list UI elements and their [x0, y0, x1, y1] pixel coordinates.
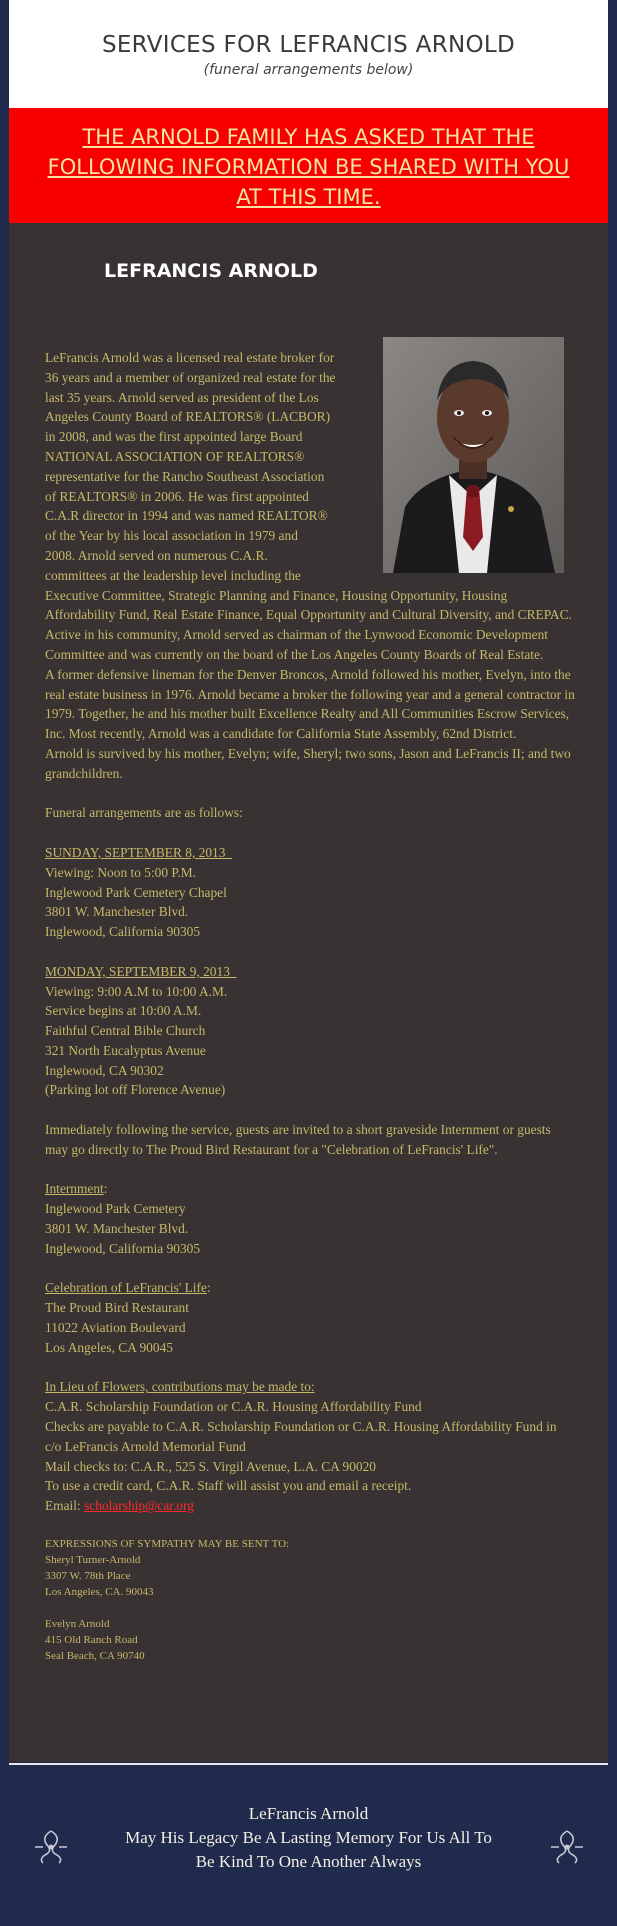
lieu-line: Checks are payable to C.A.R. Scholarship Foundation or C.A.R. Housing Affordability Fund in c/o LeFrancis Arnold Memorial Fund [45, 1419, 557, 1454]
following-text: Immediately following the service, guests are invited to a short graveside Internment or guests may go directly to The Proud Bird Restaurant for a "Celebration of LeFrancis' Life". [45, 1122, 551, 1157]
monday-line: (Parking lot off Florence Avenue) [45, 1082, 226, 1098]
page-frame [9, 0, 608, 1762]
sunday-line: Viewing: Noon to 5:00 P.M. [45, 864, 196, 880]
bio-line: representative for the Rancho Southeast Association [45, 468, 325, 484]
banner-line: THE ARNOLD FAMILY HAS ASKED THAT THE [82, 125, 535, 149]
announcement-banner [9, 108, 608, 223]
footer-line: May His Legacy Be A Lasting Memory For Us All To [125, 1828, 492, 1847]
celebration-line: Los Angeles, CA 90045 [45, 1339, 173, 1355]
internment-label: Internment [45, 1181, 104, 1197]
footer-line: LeFrancis Arnold [248, 1804, 369, 1823]
monday-line: 321 North Eucalyptus Avenue [45, 1042, 206, 1058]
footer-line: Be Kind To One Another Always [195, 1852, 422, 1871]
sympathy-address-line: 3307 W. 78th Place [45, 1569, 131, 1582]
sympathy-address-line: Sheryl Turner-Arnold [45, 1553, 141, 1566]
lieu-line: To use a credit card, C.A.R. Staff will assist you and email a receipt. [45, 1478, 412, 1494]
bio-paragraph-1 [45, 348, 373, 586]
sympathy-title: EXPRESSIONS OF SYMPATHY MAY BE SENT TO: [45, 1537, 290, 1550]
flourish-ornament-left-icon [33, 1827, 69, 1867]
sympathy-address-line: Evelyn Arnold [45, 1617, 110, 1630]
bio-line: of the Year by his local association in 1979 and [45, 528, 298, 544]
page-header [9, 0, 608, 108]
bio-paragraph-1-cont: Executive Committee, Strategic Planning and Finance, Housing Opportunity, Housing Affordability Fund, Real Estate Finance, Equal Opportunity and Cultural Diversity, and CREPAC. Active in his community, Arnold served as chairman of the Lynwood Economic Development Committee and was currently on the board of the Los Angeles County Boards of Real Estate. [45, 587, 572, 662]
sympathy-address-line: 415 Old Ranch Road [45, 1633, 138, 1646]
sunday-line: 3801 W. Manchester Blvd. [45, 904, 189, 920]
banner-line: FOLLOWING INFORMATION BE SHARED WITH YOU [47, 155, 570, 179]
monday-line: Inglewood, CA 90302 [45, 1062, 164, 1078]
sympathy-address-line: Los Angeles, CA. 90043 [45, 1585, 154, 1598]
banner-line: AT THIS TIME. [236, 185, 381, 209]
page-subtitle: (funeral arrangements below) [203, 62, 414, 78]
bio-line: 2008. Arnold served on numerous C.A.R. [45, 547, 268, 563]
bio-line: of REALTORS® in 2006. He was first appointed [45, 488, 309, 504]
bio-line: last 35 years. Arnold served as president of the Los [45, 389, 319, 405]
sunday-line: Inglewood Park Cemetery Chapel [45, 884, 227, 900]
obituary-heading: LEFRANCIS ARNOLD [104, 260, 318, 282]
internment-line: 3801 W. Manchester Blvd. [45, 1221, 189, 1237]
arrangements-intro: Funeral arrangements are as follows: [45, 805, 243, 821]
bio-line: Angeles County Board of REALTORS® (LACBOR) [45, 409, 331, 425]
celebration-line: 11022 Aviation Boulevard [45, 1320, 186, 1336]
monday-line: Service begins at 10:00 A.M. [45, 1003, 202, 1019]
obituary-content [9, 223, 608, 1762]
bio-line: NATIONAL ASSOCIATION OF REALTORS® [45, 448, 305, 464]
monday-line: Faithful Central Bible Church [45, 1023, 206, 1039]
bio-line: committees at the leadership level including the [45, 567, 301, 583]
bio-paragraph-3: Arnold is survived by his mother, Evelyn; wife, Sheryl; two sons, Jason and LeFrancis II; and two grandchildren. [45, 745, 571, 781]
lieu-line: C.A.R. Scholarship Foundation or C.A.R. Housing Affordability Fund [45, 1399, 422, 1415]
memorial-footer [9, 1765, 608, 1926]
biography: LeFrancis Arnold was a licensed real estate broker for 36 years and a member of organized real estate for the last 35 years. Arnold served as president of the Los Angeles County Board of REALTORS® (LACBOR) in 2008, and was the first appointed large Board NATIONAL ASSOCIATION OF REALTORS® representative for the Rancho Southeast Association of REALTORS® in 2006. He was first appointed C.A.R director in 1994 and was named REALTOR® of the Year by his local association in 1979 and 2008. Arnold served on numerous C.A.R. committees at the leadership level including the Executive Committee, Strategic Planning and Finance, Housing Opportunity, Housing Affordability Fund, Real Estate Finance, Equal Opportunity and Cultural Diversity, and CREPAC. Active in his community, Arnold served as chairman of the Lynwood Economic Development Committee and was currently on the board of the Los Angeles County Boards of Real Estate. A former defensive lineman for the Denver Broncos, Arnold followed his mother, Evelyn, into the real estate business in 1976. Arnold became a broker the following year and a general contractor in 1979. Together, he and his mother built Excellence Realty and All Communities Escrow Services, Inc. Most recently, Arnold was a candidate for California State Assembly, 62nd District. Arnold is survived by his mother, Evelyn; wife, Sheryl; two sons, Jason and LeFrancis II; and two grandchildren. Funeral arrangements are as follows: SUNDAY, SEPTEMBER 8, 2013 Viewing: Noon to 5:00 P.M. Inglewood Park Cemetery Chapel 3801 W. Manchester Blvd. Inglewood, California 90305 MONDAY, SEPTEMBER 9, 2013 Viewing: 9:00 A.M to 10:00 A.M. Service begins at 10:00 A.M. Faithful Central Bible Church 321 North Eucalyptus Avenue Inglewood, CA 90302 (Parking lot off Florence Avenue) Immediately following the service, guests are invited to a short graveside Internment or guests may go directly to The Proud Bird Restaurant for a "Celebration of LeFrancis' Life". Internment: Inglewood Park Cemetery 3801 W. Manchester Blvd. Inglewood, California 90305 Celebration of LeFrancis' Life: The Proud Bird Restaurant 11022 Aviation Boulevard Los Angeles, CA 90045 In Lieu of Flowers, contributions may be made to: C.A.R. Scholarship Foundation or C.A.R. Housing Affordability Fund Checks are payable to C.A.R. Scholarship Foundation or C.A.R. Housing Affordability Fund in c/o LeFrancis Arnold Memorial Fund Mail checks to: C.A.R., 525 S. Virgil Avenue, L.A. CA 90020 To use a credit card, C.A.R. Staff will assist you and email a receipt. Email: scholarship@car.org EXPRESSIONS OF SYMPATHY MAY BE SENT TO: Sheryl Turner-Arnold 3307 W. 78th Place Los Angeles, CA. 90043 Evelyn Arnold 415 Old Ranch Road Seal Beach, CA 90740 [45, 350, 575, 1662]
email-link[interactable]: scholarship@car.org [84, 1498, 194, 1514]
lieu-label: In Lieu of Flowers, contributions may be made to: [45, 1379, 315, 1395]
celebration-label: Celebration of LeFrancis' Life [45, 1280, 207, 1296]
email-label: Email: [45, 1498, 85, 1514]
page-title: SERVICES FOR LEFRANCIS ARNOLD [101, 32, 516, 58]
bio-line: in 2008, and was the first appointed large Board [45, 429, 303, 445]
sunday-date: SUNDAY, SEPTEMBER 8, 2013 [45, 844, 233, 860]
bio-line: 36 years and a member of organized real estate for the [45, 369, 336, 385]
sympathy-address-line: Seal Beach, CA 90740 [45, 1649, 145, 1662]
lieu-line: Mail checks to: C.A.R., 525 S. Virgil Avenue, L.A. CA 90020 [45, 1458, 376, 1474]
internment-line: Inglewood Park Cemetery [45, 1201, 186, 1217]
sympathy-block [45, 1536, 575, 1664]
celebration-line: The Proud Bird Restaurant [45, 1300, 189, 1316]
flourish-ornament-right-icon [549, 1827, 585, 1867]
bio-line: LeFrancis Arnold was a licensed real estate broker for [45, 350, 335, 365]
internment-line: Inglewood, California 90305 [45, 1240, 201, 1256]
footer-text [9, 1765, 608, 1874]
sunday-line: Inglewood, California 90305 [45, 924, 201, 940]
bio-line: C.A.R director in 1994 and was named REALTOR® [45, 508, 328, 524]
monday-date: MONDAY, SEPTEMBER 9, 2013 [45, 963, 237, 979]
bio-paragraph-2: A former defensive lineman for the Denver Broncos, Arnold followed his mother, Evelyn, into the real estate business in 1976. Arnold became a broker the following year and a general contractor in 1979. Together, he and his mother built Excellence Realty and All Communities Escrow Services, Inc. Most recently, Arnold was a candidate for California State Assembly, 62nd District. [45, 666, 575, 742]
monday-line: Viewing: 9:00 A.M to 10:00 A.M. [45, 983, 228, 999]
